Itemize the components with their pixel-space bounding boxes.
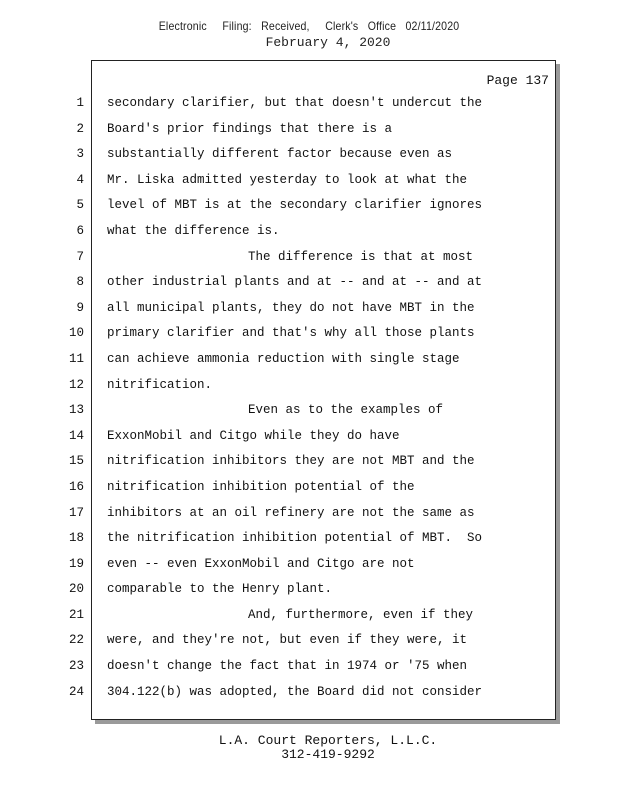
line-number: 11 <box>68 351 84 366</box>
line-number: 24 <box>68 684 84 699</box>
transcript-line: Board's prior findings that there is a <box>107 121 393 136</box>
line-number: 10 <box>68 326 84 341</box>
line-number: 21 <box>68 607 84 622</box>
line-number: 2 <box>76 121 84 136</box>
line-number: 6 <box>76 223 84 238</box>
line-number: 4 <box>76 172 84 187</box>
line-number: 1 <box>76 96 84 110</box>
line-number: 3 <box>76 147 84 162</box>
line-number: 14 <box>68 428 84 443</box>
transcript-line: other industrial plants and at -- and at -- and at <box>107 275 483 290</box>
footer-phone: 312-419-9292 <box>281 747 375 762</box>
transcript-line: nitrification inhibition potential of the <box>107 479 415 494</box>
line-number: 22 <box>68 633 84 648</box>
line-number: 19 <box>68 556 84 571</box>
line-numbers <box>62 93 84 707</box>
transcript-line: substantially different factor because even as <box>107 147 453 162</box>
line-number: 13 <box>68 403 84 418</box>
filing-stamp: Electronic Filing: Received, Clerk's Office 02/11/2020 <box>158 19 460 33</box>
line-number: 20 <box>68 582 84 597</box>
transcript-line: all municipal plants, they do not have MBT in the <box>107 300 475 315</box>
transcript-line: secondary clarifier, but that doesn't undercut the <box>107 96 483 110</box>
line-number: 15 <box>68 454 84 469</box>
line-number: 18 <box>68 531 84 546</box>
transcript-line: even -- even ExxonMobil and Citgo are not <box>107 556 415 571</box>
transcript-line: Mr. Liska admitted yesterday to look at what the <box>107 172 468 187</box>
transcript-line: Even as to the examples of <box>248 403 444 418</box>
transcript-line: were, and they're not, but even if they were, it <box>107 633 468 648</box>
hearing-date: February 4, 2020 <box>265 35 391 50</box>
transcript-line: can achieve ammonia reduction with single stage <box>107 351 460 366</box>
transcript-line: the nitrification inhibition potential of MBT. So <box>107 531 483 546</box>
line-number: 16 <box>68 479 84 494</box>
line-number: 9 <box>76 300 84 315</box>
line-number: 23 <box>68 659 84 674</box>
transcript-line: what the difference is. <box>107 223 280 238</box>
line-number: 12 <box>68 377 84 392</box>
line-number: 8 <box>76 275 84 290</box>
transcript-line: And, furthermore, even if they <box>248 607 474 622</box>
line-number: 5 <box>76 198 84 213</box>
line-number: 17 <box>68 505 84 520</box>
transcript-line: ExxonMobil and Citgo while they do have <box>107 428 400 443</box>
footer-company: L.A. Court Reporters, L.L.C. <box>218 733 438 748</box>
transcript-line: comparable to the Henry plant. <box>107 582 333 597</box>
line-number: 7 <box>76 249 84 264</box>
page-number: Page 137 <box>486 73 549 88</box>
transcript-line: 304.122(b) was adopted, the Board did not consider <box>107 684 483 699</box>
transcript-line: level of MBT is at the secondary clarifier ignores <box>107 198 483 213</box>
transcript-line: nitrification inhibitors they are not MBT and the <box>107 454 475 469</box>
transcript-line: inhibitors at an oil refinery are not the same as <box>107 505 475 520</box>
transcript-line: The difference is that at most <box>248 249 474 264</box>
transcript-line: doesn't change the fact that in 1974 or '75 when <box>107 659 468 674</box>
transcript-text <box>107 93 547 707</box>
transcript-line: nitrification. <box>107 377 213 392</box>
transcript-line: primary clarifier and that's why all those plants <box>107 326 475 341</box>
